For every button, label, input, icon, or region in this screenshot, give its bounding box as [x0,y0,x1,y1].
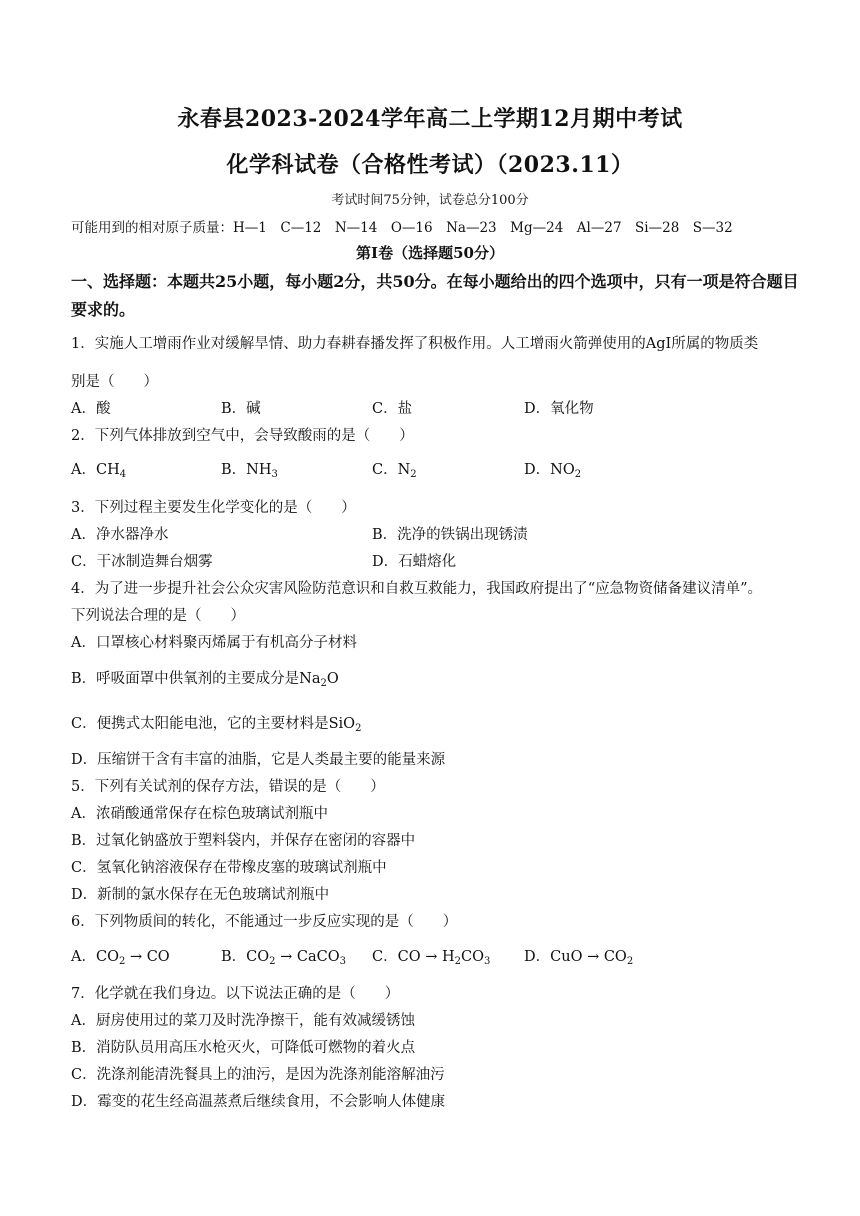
q2-stem: 2．下列气体排放到空气中，会导致酸雨的是（ ） [71,428,414,444]
q7-option-c: C．洗涤剂能清洗餐具上的油污，是因为洗涤剂能溶解油污 [71,1067,445,1083]
q7-option-d: D．霉变的花生经高温蒸煮后继续食用，不会影响人体健康 [71,1094,446,1110]
q7-option-b: B．消防队员用高压水枪灭火，可降低可燃物的着火点 [71,1040,416,1056]
q5-option-b: B．过氧化钠盛放于塑料袋内，并保存在密闭的容器中 [71,833,416,849]
q1-option-d: D．氧化物 [524,401,594,417]
q4-option-d: D．压缩饼干含有丰富的油脂，它是人类最主要的能量来源 [71,752,446,768]
q2-option-a: A．$CH_4$ [71,462,127,480]
q6-option-c: C．CO → $H_2CO_3$ [372,949,491,967]
q4-option-c: C．便携式太阳能电池，它的主要材料是SiO$_2$ [71,716,362,734]
q4-stem-line1: 4．为了进一步提升社会公众灾害风险防范意识和自救互救能力，我国政府提出了“应急物资储备建议清单”。 [71,581,763,597]
exam-title: 永春县2023-2024学年高二上学期12月期中考试 [177,106,683,132]
volume-heading: 第Ⅰ卷（选择题50分） [356,244,504,262]
q2-option-b: B．$NH_3$ [221,462,278,480]
q7-stem: 7．化学就在我们身边。以下说法正确的是（ ） [71,986,400,1002]
q2-option-c: C．$N_2$ [372,462,417,480]
section-instruction: 一、选择题：本题共25小题，每小题2分，共50分。在每小题给出的四个选项中，只有一项是符合题目要求的。 [71,272,799,319]
q6-stem: 6．下列物质间的转化，不能通过一步反应实现的是（ ） [71,914,458,930]
q1-option-b: B．碱 [221,401,261,417]
q4-stem-line2: 下列说法合理的是（ ） [71,608,245,624]
q3-option-d: D．石蜡熔化 [372,554,457,570]
q1-stem-line1: 1．实施人工增雨作业对缓解旱情、助力春耕春播发挥了积极作用。人工增雨火箭弹使用的AgI所属的物质类 [71,336,759,352]
q3-option-a: A．净水器净水 [71,527,169,543]
q6-option-b: B．$CO_2$ → CaCO$_3$ [221,949,346,967]
q1-option-c: C．盐 [372,401,413,417]
q5-option-c: C．氢氧化钠溶液保存在带橡皮塞的玻璃试剂瓶中 [71,860,387,876]
q6-option-d: D．CuO → $CO_2$ [524,949,634,967]
q2-option-d: D．$NO_2$ [524,462,582,480]
q7-option-a: A．厨房使用过的菜刀及时洗净擦干，能有效减缓锈蚀 [71,1013,415,1029]
q5-option-a: A．浓硝酸通常保存在棕色玻璃试剂瓶中 [71,806,328,822]
q1-stem-line2: 别是（ ） [71,374,158,390]
q3-option-b: B．洗净的铁锅出现锈渍 [372,527,528,543]
q5-stem: 5．下列有关试剂的保存方法，错误的是（ ） [71,779,385,795]
exam-subtitle: 化学科试卷（合格性考试）（2023.11） [226,152,634,178]
q4-option-b: B．呼吸面罩中供氧剂的主要成分是$Na_2O$ [71,671,339,689]
exam-info: 考试时间75分钟，试卷总分100分 [331,193,529,208]
q4-option-a: A．口罩核心材料聚丙烯属于有机高分子材料 [71,635,357,651]
q1-option-a: A．酸 [71,401,111,417]
q5-option-d: D．新制的氯水保存在无色玻璃试剂瓶中 [71,887,330,903]
q6-option-a: A．$CO_2$ → CO [71,949,170,967]
atomic-masses: 可能用到的相对原子质量：H—1 C—12 N—14 O—16 Na—23 Mg—24 Al—27 Si—28 S—32 [71,220,733,236]
q3-stem: 3．下列过程主要发生化学变化的是（ ） [71,500,356,516]
q3-option-c: C．干冰制造舞台烟雾 [71,554,213,570]
